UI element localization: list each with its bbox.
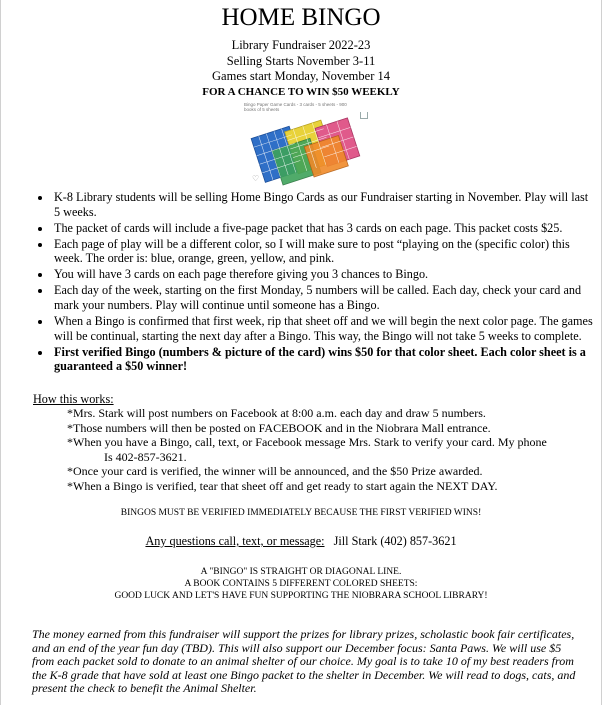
rule-note: A BOOK CONTAINS 5 DIFFERENT COLORED SHEETS: bbox=[184, 579, 418, 589]
closing-paragraph: The money earned from this fundraiser will support the prizes for library prizes, scholastic book fair certificates, and an end of the year fun day (TBD). This will also support our December focus: Santa Paws. We will use $5 from each packet sold to donate to an animal shelter of our choice. My goal is to take 10 of my best readers from the K-8 grade that have sold at least one Bingo packet to the shelter in December. We will read to dogs, cats, and present the check to benefit the Animal Shelter. bbox=[32, 627, 576, 695]
heart-icon: ♡ bbox=[252, 174, 260, 183]
bullet-item: • The packet of cards will include a five-page packet that has 3 cards on each page. This packet costs $25. bbox=[52, 221, 597, 236]
contact-line bbox=[0, 534, 602, 548]
how-it-works-heading: How this works: bbox=[33, 392, 114, 406]
subtitle-games-start: Games start Monday, November 14 bbox=[212, 69, 390, 83]
bullet-item: • Each page of play will be a different color, so I will make sure to post “playing on the (specific color) this week. The order is: blue, orange, green, yellow, and pink. bbox=[52, 237, 597, 267]
share-icon bbox=[360, 112, 368, 119]
step-line: *Once your card is verified, the winner will be announced, and the $50 Prize awarded. bbox=[67, 464, 483, 479]
bullet-item: • When a Bingo is confirmed that first week, rip that sheet off and we will begin the next color page. The games will be continual, starting the next day after a Bingo. This way, the Bingo will not take 5 weeks to complete. bbox=[52, 314, 597, 344]
info-bullet-list bbox=[34, 190, 597, 375]
how-it-works-steps bbox=[67, 406, 577, 494]
subtitle-fundraiser: Library Fundraiser 2022-23 bbox=[231, 38, 371, 52]
bullet-item: • K-8 Library students will be selling Home Bingo Cards as our Fundraiser starting in November. Play will last 5 weeks. bbox=[52, 190, 597, 220]
bullet-item: • You will have 3 cards on each page therefore giving you 3 chances to Bingo. bbox=[52, 267, 597, 282]
step-line-phone: Is 402-857-3621. bbox=[104, 449, 187, 464]
page-title: HOME BINGO bbox=[221, 4, 381, 31]
contact-info: Jill Stark (402) 857-3621 bbox=[333, 534, 457, 548]
bingo-cards-image bbox=[244, 102, 370, 186]
bullet-item: • Each day of the week, starting on the first Monday, 5 numbers will be called. Each day, check your card and mark your numbers. Play will continue until someone has a Bingo. bbox=[52, 283, 597, 313]
verification-notice: BINGOS MUST BE VERIFIED IMMEDIATELY BECAUSE THE FIRST VERIFIED WINS! bbox=[120, 508, 482, 518]
step-line: *When a Bingo is verified, tear that sheet off and get ready to start again the NEXT DAY. bbox=[67, 478, 498, 493]
product-caption: Bingo Paper Game Cards - 3 cards - 5 sheets - 900 books of 5 sheets bbox=[244, 102, 347, 112]
step-line: *Those numbers will then be posted on FACEBOOK and in the Niobrara Mall entrance. bbox=[67, 420, 491, 435]
rule-note: A "BINGO" IS STRAIGHT OR DIAGONAL LINE. bbox=[200, 567, 402, 577]
step-line: *When you have a Bingo, call, text, or Facebook message Mrs. Stark to verify your card. My phone bbox=[67, 435, 547, 450]
bingo-cards-illustration bbox=[244, 102, 370, 186]
bullet-item-prize: • First verified Bingo (numbers & picture of the card) wins $50 for that color sheet. Each color sheet is a guaranteed a $50 winner! bbox=[52, 345, 597, 375]
subtitle-selling-dates: Selling Starts November 3-11 bbox=[226, 54, 376, 68]
rule-note: GOOD LUCK AND LET'S HAVE FUN SUPPORTING THE NIOBRARA SCHOOL LIBRARY! bbox=[114, 591, 488, 601]
subtitle-prize: FOR A CHANCE TO WIN $50 WEEKLY bbox=[202, 86, 400, 98]
contact-label: Any questions call, text, or message: bbox=[145, 534, 325, 548]
step-line: *Mrs. Stark will post numbers on Facebook at 8:00 a.m. each day and draw 5 numbers. bbox=[67, 406, 486, 420]
